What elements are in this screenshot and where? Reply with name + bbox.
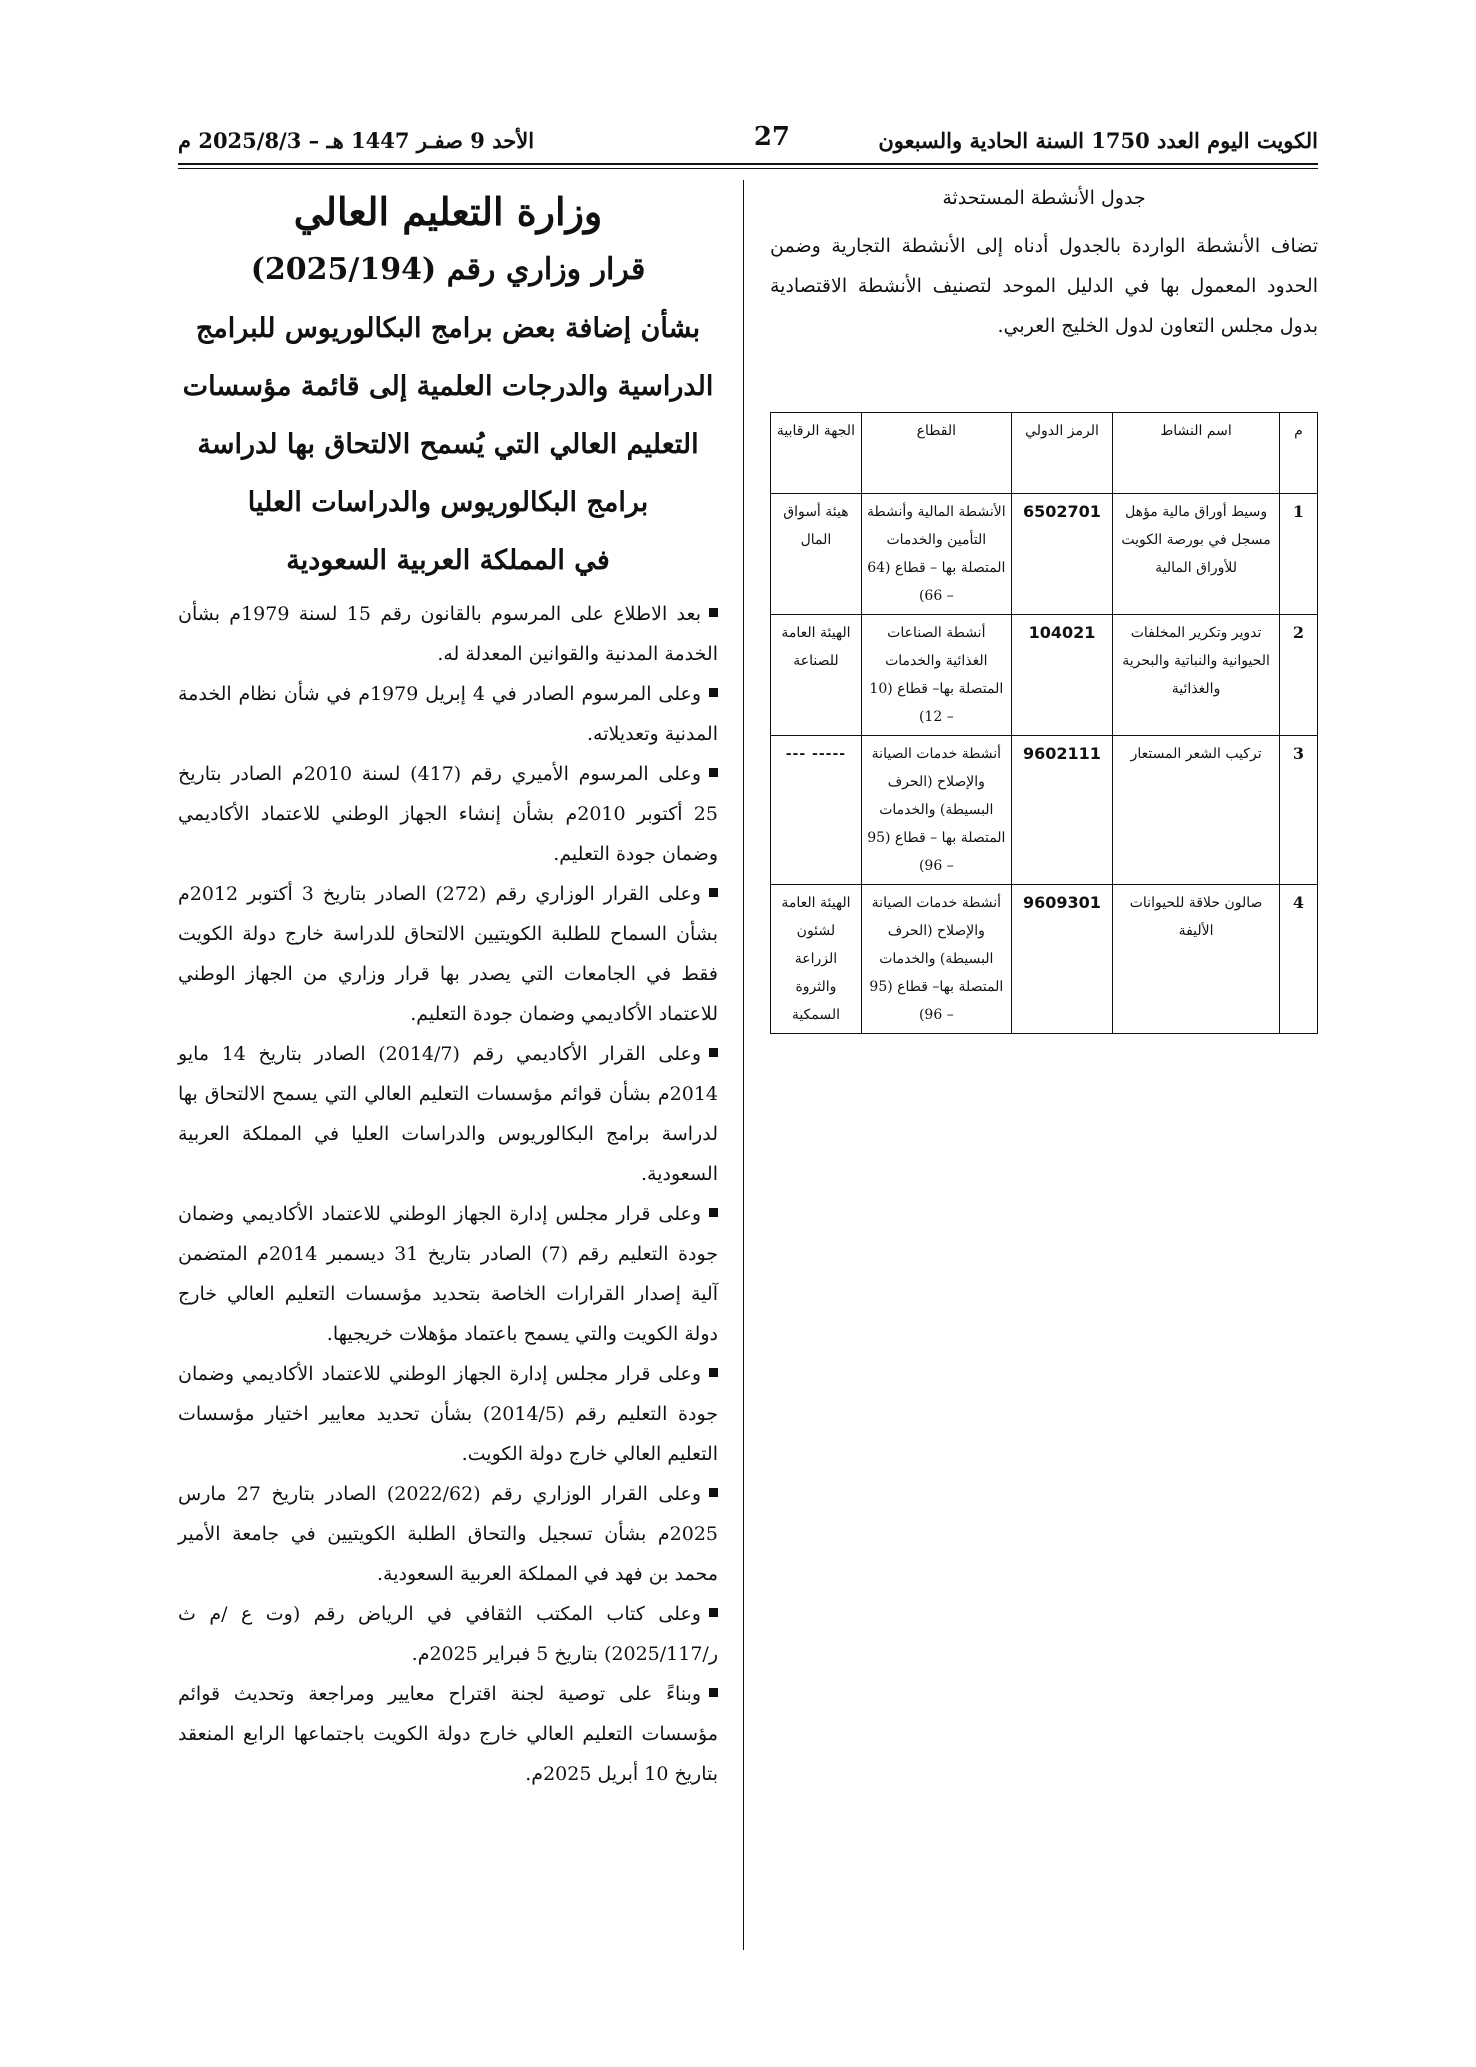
header-issue: الكويت اليوم العدد 1750 السنة الحادية والسبعون <box>878 128 1318 153</box>
col-name: اسم النشاط <box>1113 413 1280 494</box>
header-rule <box>178 163 1318 165</box>
row-num: 2 <box>1280 615 1318 736</box>
left-column <box>178 182 718 1794</box>
bullet-square-icon <box>709 768 718 777</box>
col-num: م <box>1280 413 1318 494</box>
bullet-square-icon <box>709 1688 718 1697</box>
list-item <box>178 1474 718 1594</box>
col-sector: القطاع <box>861 413 1011 494</box>
row-code: 104021 <box>1011 615 1112 736</box>
table-header-row <box>771 413 1318 494</box>
row-code: 9609301 <box>1011 885 1112 1034</box>
decree-subject <box>178 300 718 590</box>
clause-text: وعلى المرسوم الصادر في 4 إبريل 1979م في شأن نظام الخدمة المدنية وتعديلاته. <box>178 683 718 745</box>
clause-text: وبناءً على توصية لجنة اقتراح معايير ومراجعة وتحديث قوائم مؤسسات التعليم العالي خارج دولة الكويت باجتماعها الرابع المنعقد بتاريخ 10 أبريل 2025م. <box>178 1683 718 1785</box>
row-authority: الهيئة العامة للصناعة <box>771 615 862 736</box>
row-name: تدوير وتكرير المخلفات الحيوانية والنباتية والبحرية والغذائية <box>1113 615 1280 736</box>
decree-number: قرار وزاري رقم (2025/194) <box>250 252 646 287</box>
activities-table <box>770 412 1318 1034</box>
bullet-square-icon <box>709 1488 718 1497</box>
list-item <box>178 1354 718 1474</box>
right-column <box>770 178 1318 346</box>
list-item <box>178 674 718 754</box>
table-row <box>771 494 1318 615</box>
clause-text: وعلى القرار الوزاري رقم (272) الصادر بتاريخ 3 أكتوبر 2012م بشأن السماح للطلبة الكويتيين الالتحاق للدراسة خارج دولة الكويت فقط في الجامعات التي يصدر بها قرار وزاري من الجهاز الوطني للاعتماد الأكاديمي وضمان جودة التعليم. <box>178 883 718 1025</box>
clause-text: بعد الاطلاع على المرسوم بالقانون رقم 15 لسنة 1979م بشأن الخدمة المدنية والقوانين المعدلة له. <box>178 603 718 665</box>
row-sector: أنشطة خدمات الصيانة والإصلاح (الحرف البسيطة) والخدمات المتصلة بها– قطاع (95 – 96) <box>861 885 1011 1034</box>
row-authority: ----- --- <box>771 736 862 885</box>
row-num: 4 <box>1280 885 1318 1034</box>
clause-text: وعلى القرار الوزاري رقم (2022/62) الصادر بتاريخ 27 مارس 2025م بشأن تسجيل والتحاق الطلبة الكويتيين في جامعة الأمير محمد بن فهد في المملكة العربية السعودية. <box>178 1483 718 1585</box>
row-code: 9602111 <box>1011 736 1112 885</box>
decree-subject-country: في المملكة العربية السعودية <box>286 545 610 576</box>
list-item <box>178 754 718 874</box>
list-item <box>178 1674 718 1794</box>
preamble-clauses <box>178 594 718 1794</box>
bullet-square-icon <box>709 1608 718 1617</box>
row-sector: أنشطة خدمات الصيانة والإصلاح (الحرف البسيطة) والخدمات المتصلة بها – قطاع (95 – 96) <box>861 736 1011 885</box>
clause-text: وعلى كتاب المكتب الثقافي في الرياض رقم (وت ع /م ث ر/2025/117) بتاريخ 5 فبراير 2025م. <box>178 1603 718 1665</box>
bullet-square-icon <box>709 608 718 617</box>
clause-text: وعلى القرار الأكاديمي رقم (2014/7) الصادر بتاريخ 14 مايو 2014م بشأن قوائم مؤسسات التعليم العالي التي يسمح الالتحاق بها لدراسة برامج البكالوريوس والدراسات العليا في المملكة العربية السعودية. <box>178 1043 718 1185</box>
column-divider <box>743 180 744 1950</box>
clause-text: وعلى قرار مجلس إدارة الجهاز الوطني للاعتماد الأكاديمي وضمان جودة التعليم رقم (2014/5) بشأن تحديد معايير اختيار مؤسسات التعليم العالي خارج دولة الكويت. <box>178 1363 719 1465</box>
decree-subject-text: بشأن إضافة بعض برامج البكالوريوس للبرامج الدراسية والدرجات العلمية إلى قائمة مؤسسات التعليم العالي التي يُسمح الالتحاق بها لدراسة برامج البكالوريوس والدراسات العليا <box>182 313 714 518</box>
row-name: صالون حلاقة للحيوانات الأليفة <box>1113 885 1280 1034</box>
row-name: وسيط أوراق مالية مؤهل مسجل في بورصة الكويت للأوراق المالية <box>1113 494 1280 615</box>
row-sector: الأنشطة المالية وأنشطة التأمين والخدمات المتصلة بها – قطاع (64 – 66) <box>861 494 1011 615</box>
list-item <box>178 1194 718 1354</box>
bullet-square-icon <box>709 1368 718 1377</box>
row-name: تركيب الشعر المستعار <box>1113 736 1280 885</box>
row-code: 6502701 <box>1011 494 1112 615</box>
header-date: الأحد 9 صفـر 1447 هـ – 2025/8/3 م <box>178 128 535 153</box>
col-code: الرمز الدولي <box>1011 413 1112 494</box>
table-title: جدول الأنشطة المستحدثة <box>942 187 1146 209</box>
row-num: 3 <box>1280 736 1318 885</box>
table-row <box>771 885 1318 1034</box>
clause-text: وعلى قرار مجلس إدارة الجهاز الوطني للاعتماد الأكاديمي وضمان جودة التعليم رقم (7) الصادر بتاريخ 31 ديسمبر 2014م المتضمن آلية إصدار القرارات الخاصة بتحديد مؤسسات التعليم العالي خارج دولة الكويت والتي يسمح باعتماد مؤهلات خريجيها. <box>178 1203 719 1345</box>
header-rule-thin <box>178 168 1318 169</box>
list-item <box>178 594 718 674</box>
page-header <box>178 120 1318 160</box>
ministry-title: وزارة التعليم العالي <box>293 189 603 234</box>
page-number: 27 <box>753 122 790 152</box>
bullet-square-icon <box>709 1208 718 1217</box>
list-item <box>178 874 718 1034</box>
row-authority: الهيئة العامة لشئون الزراعة والثروة السمكية <box>771 885 862 1034</box>
row-num: 1 <box>1280 494 1318 615</box>
table-row <box>771 736 1318 885</box>
col-authority: الجهة الرقابية <box>771 413 862 494</box>
table-intro: تضاف الأنشطة الواردة بالجدول أدناه إلى الأنشطة التجارية وضمن الحدود المعمول بها في الدليل الموحد لتصنيف الأنشطة الاقتصادية بدول مجلس التعاون لدول الخليج العربي. <box>770 235 1318 337</box>
row-sector: أنشطة الصناعات الغذائية والخدمات المتصلة بها– قطاع (10 – 12) <box>861 615 1011 736</box>
table-row <box>771 615 1318 736</box>
row-authority: هيئة أسواق المال <box>771 494 862 615</box>
bullet-square-icon <box>709 688 718 697</box>
list-item <box>178 1594 718 1674</box>
bullet-square-icon <box>709 1048 718 1057</box>
bullet-square-icon <box>709 888 718 897</box>
clause-text: وعلى المرسوم الأميري رقم (417) لسنة 2010م الصادر بتاريخ 25 أكتوبر 2010م بشأن إنشاء الجهاز الوطني للاعتماد الأكاديمي وضمان جودة التعليم. <box>178 763 718 865</box>
list-item <box>178 1034 718 1194</box>
